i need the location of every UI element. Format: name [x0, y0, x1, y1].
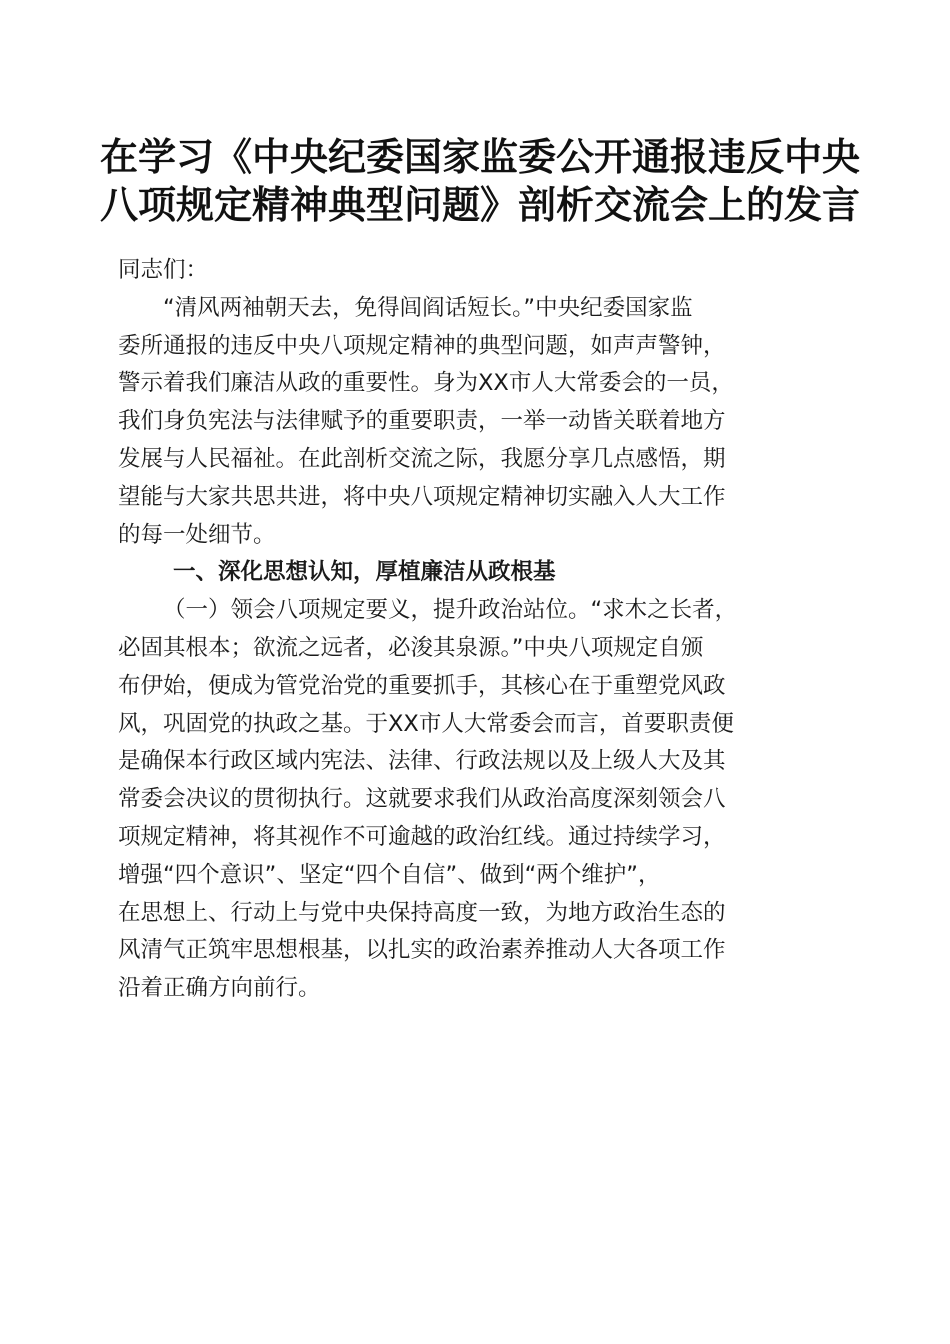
- document-title: [100, 133, 861, 229]
- intro-line: 望能与大家共思共进，将中央八项规定精神切实融入人大工作: [118, 483, 726, 510]
- section-para-line: 是确保本行政区域内宪法、法律、行政法规以及上级人大及其: [118, 748, 726, 775]
- section-para-line: 风清气正筑牢思想根基，以扎实的政治素养推动人大各项工作: [118, 937, 726, 964]
- intro-line: 的每一处细节。: [118, 521, 276, 548]
- title-line-1: 在学习《中央纪委国家监委公开通报违反中央: [100, 134, 861, 179]
- section-heading: 一、深化思想认知，厚植廉洁从政根基: [173, 559, 556, 586]
- salutation: 同志们：: [118, 257, 209, 283]
- document-body: [118, 252, 838, 1008]
- section-para-line: 必固其根本；欲流之远者，必浚其泉源。”中央八项规定自颁: [118, 634, 704, 661]
- intro-line: “清风两袖朝天去，免得闾阎话短长。”中央纪委国家监: [163, 294, 693, 321]
- section-para-line: 布伊始，便成为管党治党的重要抓手，其核心在于重塑党风政: [118, 672, 726, 699]
- section-para-line: 沿着正确方向前行。: [118, 975, 321, 1002]
- title-line-2: 八项规定精神典型问题》剖析交流会上的发言: [100, 182, 861, 227]
- intro-line: 委所通报的违反中央八项规定精神的典型问题，如声声警钟，: [118, 332, 726, 359]
- section-para-line: 风，巩固党的执政之基。于XX市人大常委会而言，首要职责便: [118, 710, 734, 737]
- section-para-line: 增强“四个意识”、坚定“四个自信”、做到“两个维护”，: [118, 861, 661, 888]
- section-para-line: 在思想上、行动上与党中央保持高度一致，为地方政治生态的: [118, 899, 726, 926]
- section-para-line: （一）领会八项规定要义，提升政治站位。“求木之长者，: [163, 597, 738, 624]
- section-para-line: 项规定精神，将其视作不可逾越的政治红线。通过持续学习，: [118, 823, 726, 850]
- intro-line: 警示着我们廉洁从政的重要性。身为XX市人大常委会的一员，: [118, 370, 734, 397]
- section-para-line: 常委会决议的贯彻执行。这就要求我们从政治高度深刻领会八: [118, 786, 726, 813]
- intro-line: 发展与人民福祉。在此剖析交流之际，我愿分享几点感悟，期: [118, 445, 726, 472]
- intro-line: 我们身负宪法与法律赋予的重要职责，一举一动皆关联着地方: [118, 408, 726, 435]
